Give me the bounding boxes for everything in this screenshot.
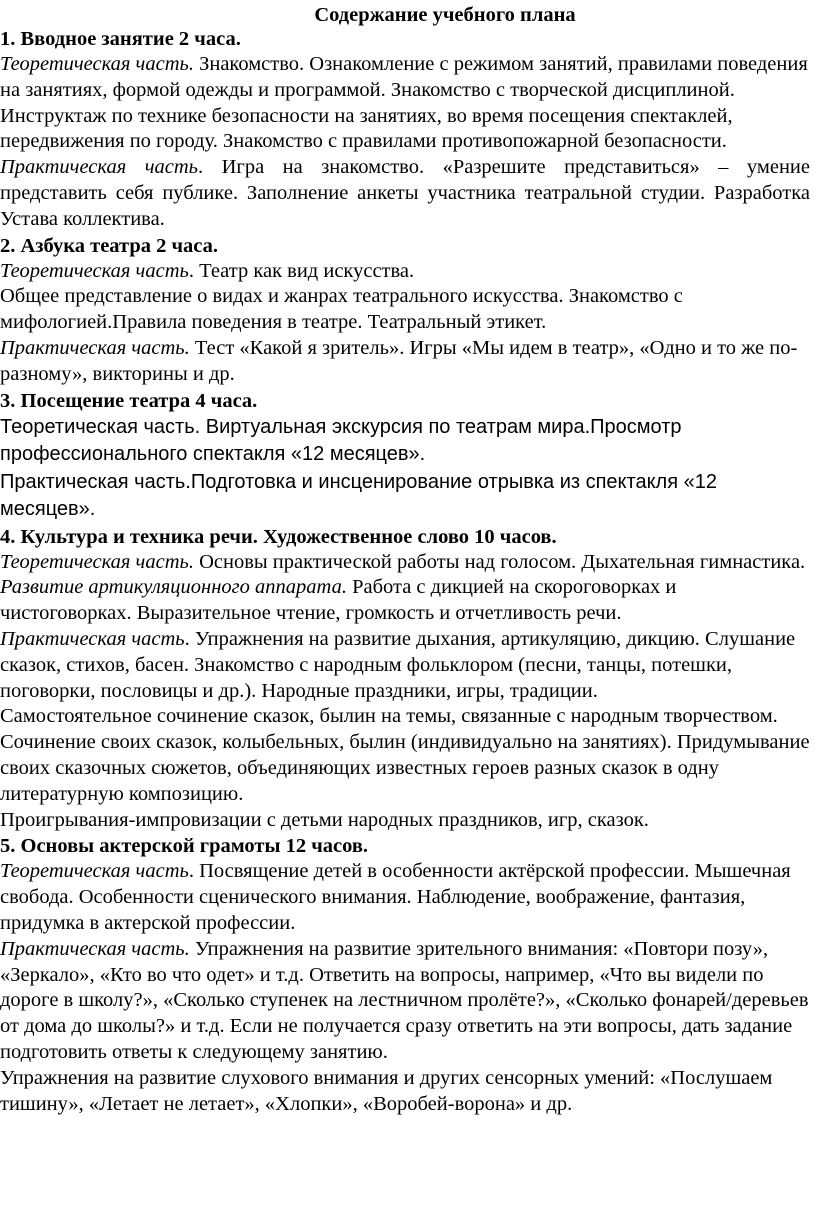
section-heading: 2. Азбука театра 2 часа. — [0, 234, 219, 257]
paragraph-text: Работа с дикцией на скороговорках и чистоговорках. Выразительное чтение, громкость и отчетливость речи. — [0, 576, 677, 625]
section-heading: 5. Основы актерской грамоты 12 часов. — [0, 835, 369, 858]
paragraph — [0, 859, 810, 936]
paragraph: Теоретическая часть. Виртуальная экскурсия по театрам мира.Просмотр профессионального спектакля «12 месяцев». — [0, 415, 682, 466]
paragraph — [0, 550, 810, 576]
paragraph-label: Теоретическая часть — [0, 860, 189, 883]
paragraph-label: Практическая часть. — [0, 937, 190, 960]
section-heading: 3. Посещение театра 4 часа. — [0, 389, 258, 412]
paragraph — [0, 155, 810, 232]
paragraph-text: . Игра на знакомство. «Разрешите представиться» – умение представить себя публике. Заполнение анкеты участника театральной студии. Разработка Устава коллектива. — [0, 156, 810, 230]
section-heading: 1. Вводное занятие 2 часа. — [0, 28, 241, 50]
section-5 — [0, 833, 810, 1117]
paragraph-label: Практическая часть — [0, 627, 185, 650]
paragraph-text: Упражнения на развитие зрительного внимания: «Повтори позу», «Зеркало», «Кто во что одет» и т.д. Ответить на вопросы, например, «Что вы видели по дороге в школу?», «Сколько ступенек на лестничном пролёте?», «Сколько фонарей/деревьев от дома до школы?» и т.д. Если не получается сразу ответить на эти вопросы, дать задание подготовить ответы к следующему занятию. — [0, 937, 809, 1063]
paragraph-label: Теоретическая часть. — [0, 53, 194, 75]
paragraph: Самостоятельное сочинение сказок, былин на темы, связанные с народным творчеством. Сочинение своих сказок, колыбельных, былин (индивидуально на занятиях). Придумывание своих сказочных сюжетов, объединяющих известных героев разных сказок в одну литературную композицию. — [0, 705, 810, 805]
paragraph: Проигрывания-импровизации с детьми народных праздников, игр, сказок. — [0, 808, 649, 831]
paragraph-label: Практическая часть. — [0, 336, 190, 359]
paragraph — [0, 575, 810, 627]
paragraph-text: Основы практической работы над голосом. Дыхательная гимнастика. — [193, 550, 806, 573]
paragraph-text: Знакомство. Ознакомление с режимом занятий, правилами поведения на занятиях, формой одежды и программой. Знакомство с творческой дисциплиной. Инструктаж по технике безопасности на занятиях, во время посещения спектаклей, передвижения по городу. Знакомство с правилами противопожарной безопасности. — [0, 53, 808, 153]
paragraph — [0, 52, 810, 155]
paragraph-text: . Театр как вид искусства. — [188, 259, 415, 282]
section-4 — [0, 524, 810, 834]
paragraph — [0, 627, 810, 704]
section-3 — [0, 388, 810, 524]
paragraph: Общее представление о видах и жанрах театрального искусства. Знакомство с мифологией.Правила поведения в театре. Театральный этикет. — [0, 285, 683, 334]
paragraph-label: Практическая часть — [0, 156, 198, 179]
paragraph-text: . Упражнения на развитие дыхания, артикуляцию, дикцию. Слушание сказок, стихов, басен. Знакомство с народным фольклором (песни, танцы, потешки, поговорки, пословицы и др.). Народные праздники, игры, традиции. — [0, 627, 796, 702]
section-2 — [0, 233, 810, 388]
paragraph-text: . Посвящение детей в особенности актёрской профессии. Мышечная свобода. Особенности сценического внимания. Наблюдение, воображение, фантазия, придумка в актерской профессии. — [0, 860, 791, 934]
paragraph — [0, 937, 810, 1066]
paragraph — [0, 336, 810, 388]
paragraph-label: Развитие артикуляционного аппарата. — [0, 576, 347, 599]
paragraph-label: Теоретическая часть. — [0, 550, 194, 573]
page-title: Содержание учебного плана — [314, 4, 576, 26]
paragraph: Практическая часть.Подготовка и инсценирование отрывка из спектакля «12 месяцев». — [0, 470, 717, 521]
section-heading: 4. Культура и техника речи. Художественное слово 10 часов. — [0, 525, 557, 548]
paragraph-text: Тест «Какой я зритель». Игры «Мы идем в театр», «Одно и то же по-разному», викторины и др. — [0, 336, 798, 385]
paragraph: Упражнения на развитие слухового внимания и других сенсорных умений: «Послушаем тишину», «Летает не летает», «Хлопки», «Воробей-ворона» и др. — [0, 1066, 773, 1115]
paragraph — [0, 259, 810, 285]
paragraph-label: Теоретическая часть — [0, 259, 189, 282]
section-1 — [0, 26, 810, 233]
